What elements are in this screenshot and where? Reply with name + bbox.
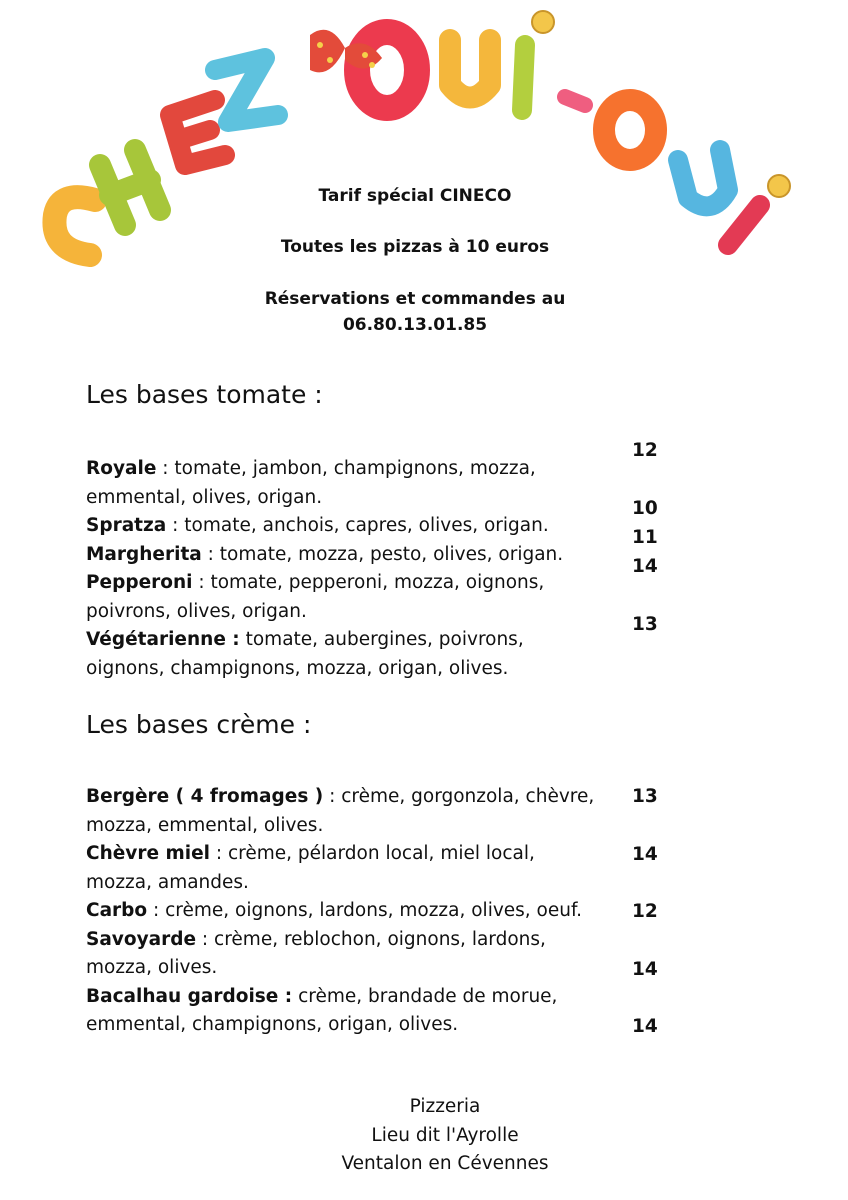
price-vegetarienne: 13 [632, 614, 658, 635]
pizza-item [86, 626, 606, 683]
pizza-description: crème, brandade de morue, emmental, champignons, origan, olives. [86, 985, 558, 1035]
pizza-item: Carbo : crème, oignons, lardons, mozza, olives, oeuf. [86, 900, 583, 921]
price-chevre-miel: 14 [632, 844, 658, 865]
reservation-label [230, 286, 600, 338]
logo-letter-i-1 [522, 45, 525, 110]
creme-pizza-list [86, 783, 606, 1040]
price-savoyarde: 14 [632, 959, 658, 980]
pizza-name: Margherita [86, 543, 202, 565]
price-bacalhau: 14 [632, 1016, 658, 1037]
pizza-name: Chèvre miel [86, 843, 210, 864]
price-royale: 12 [632, 440, 658, 461]
section-title-tomate: Les bases tomate : [86, 380, 323, 409]
phone-number: 06.80.13.01.85 [342, 315, 488, 335]
section-title-creme: Les bases crème : [86, 710, 312, 739]
pizza-description: crème, reblochon, oignons, lardons, mozza, olives. [86, 928, 546, 978]
logo-letter-e [170, 100, 225, 165]
footer-address [300, 1093, 590, 1179]
price-carbo: 12 [632, 901, 658, 922]
promo-label: Toutes les pizzas à 10 euros [280, 237, 550, 257]
pizza-item: Pepperoni : tomate, pepperoni, mozza, oignons, poivrons, olives, origan. [86, 572, 545, 622]
pizza-description: tomate, jambon, champignons, mozza, emmental, olives, origan. [86, 458, 536, 508]
logo-letter-o-2 [604, 100, 656, 160]
pizza-item: Bergère ( 4 fromages ) : crème, gorgonzola, chèvre, mozza, emmental, olives. [86, 786, 595, 836]
logo-letter-h [100, 150, 160, 225]
logo-letter-z [215, 58, 278, 122]
logo-letter-u-1 [450, 40, 490, 98]
pizza-item: Savoyarde : crème, reblochon, oignons, lardons, mozza, olives. [86, 928, 546, 978]
footer-line: Ventalon en Cévennes [341, 1153, 549, 1174]
footer-line: Lieu dit l'Ayrolle [371, 1124, 519, 1146]
pizza-item: Royale : tomate, jambon, champignons, mozza, emmental, olives, origan. [86, 458, 536, 508]
pizza-name: Végétarienne : [86, 629, 240, 650]
pizza-item: Spratza : tomate, anchois, capres, olives, origan. [86, 515, 549, 536]
pizza-description: tomate, mozza, pesto, olives, origan. [219, 543, 564, 565]
pizza-item: Margherita : tomate, mozza, pesto, olives, origan. [86, 543, 564, 565]
pizza-name: Spratza [86, 515, 167, 536]
pizza-description: crème, oignons, lardons, mozza, olives, oeuf. [165, 900, 583, 921]
pizza-item: Chèvre miel : crème, pélardon local, miel local, mozza, amandes. [86, 843, 535, 893]
pizza-description: tomate, pepperoni, mozza, oignons, poivrons, olives, origan. [86, 572, 545, 622]
pizza-name: Pepperoni [86, 572, 193, 593]
pizza-description: tomate, anchois, capres, olives, origan. [184, 515, 549, 536]
logo-letter-o-1 [357, 32, 417, 108]
pizza-description: crème, gorgonzola, chèvre, mozza, emmental, olives. [86, 786, 595, 836]
pizza-description: tomate, aubergines, poivrons, oignons, champignons, mozza, origan, olives. [86, 629, 524, 679]
pizza-name: Bergère ( 4 fromages ) [86, 786, 324, 807]
pizza-name: Royale [86, 458, 157, 479]
pizza-name: Savoyarde [86, 928, 197, 950]
logo-hyphen [565, 97, 585, 105]
logo-letter-i-2 [728, 205, 760, 245]
pizza-name: Bacalhau gardoise : [86, 985, 293, 1007]
price-bergere: 13 [632, 786, 658, 807]
logo-letter-u-2 [678, 150, 728, 206]
price-spratza: 10 [632, 498, 658, 519]
pizza-description: crème, pélardon local, miel local, mozza, amandes. [86, 843, 535, 893]
logo-letter-c [54, 197, 95, 255]
reservation-text: Réservations et commandes au [264, 289, 566, 309]
price-margherita: 11 [632, 527, 658, 548]
tomate-pizza-list [86, 455, 606, 683]
tarif-label: Tarif spécial CINECO [318, 186, 512, 206]
pizza-item [86, 983, 606, 1040]
pizza-name: Carbo [86, 900, 148, 921]
price-pepperoni: 14 [632, 556, 658, 577]
footer-line: Pizzeria [409, 1096, 481, 1117]
